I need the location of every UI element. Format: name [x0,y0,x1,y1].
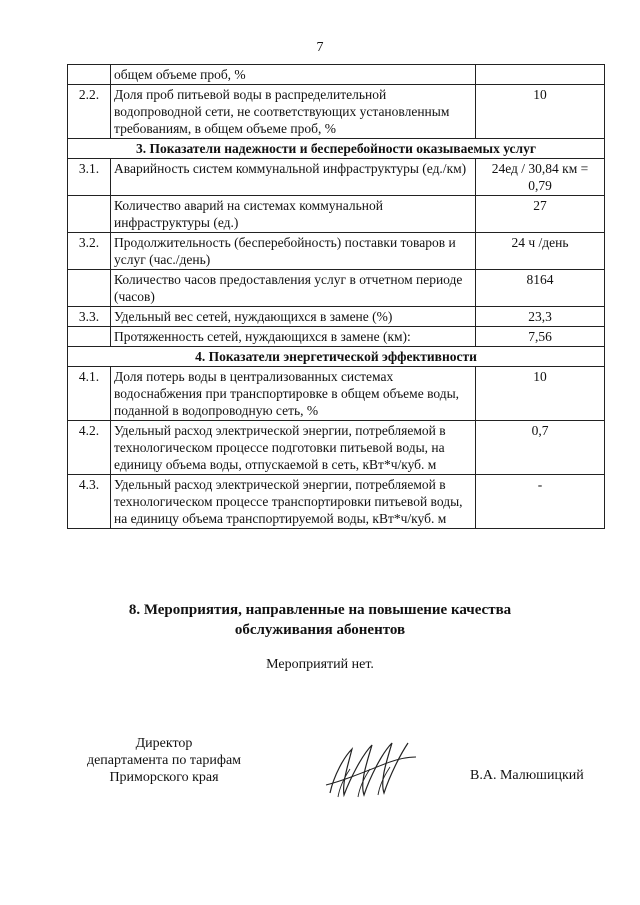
signatory-title-line2: департамента по тарифам [86,753,242,768]
table-section-heading [68,347,605,367]
row-value: 7,56 [476,327,605,347]
row-description: Удельный расход электрической энергии, потребляемой в технологическом процессе транспортировки питьевой воды, на единицу объема транспортируемой воды, кВт*ч/куб. м [111,475,476,529]
no-measures-text: Мероприятий нет. [266,657,374,672]
row-value: 8164 [476,270,605,307]
signatory-title-line1: Директор [135,736,193,751]
table-row [68,65,605,85]
row-number: 4.3. [68,475,111,529]
signature-stroke-main [330,743,408,795]
row-description: общем объеме проб, % [111,65,476,85]
row-value [476,65,605,85]
row-description: Количество аварий на системах коммунальной инфраструктуры (ед.) [111,196,476,233]
row-value: 10 [476,367,605,421]
indicators-table-body [68,65,605,529]
table-row [68,421,605,475]
row-number [68,65,111,85]
signatory-title [58,735,270,786]
table-row [68,327,605,347]
row-value: 24ед / 30,84 км = 0,79 [476,159,605,196]
indicators-table [67,64,605,529]
section-heading-text: 4. Показатели энергетической эффективности [68,347,605,367]
row-value: 27 [476,196,605,233]
row-number: 3.2. [68,233,111,270]
row-description: Доля проб питьевой воды в распределительной водопроводной сети, не соответствующих установленным требованиям, в общем объеме проб, % [111,85,476,139]
row-description: Удельный вес сетей, нуждающихся в замене (%) [111,307,476,327]
row-value: 24 ч /день [476,233,605,270]
section-8-heading-line2: обслуживания абонентов [234,622,406,638]
row-number: 4.2. [68,421,111,475]
row-number [68,327,111,347]
signatory-title-line3: Приморского края [109,770,219,785]
table-row [68,367,605,421]
row-number: 4.1. [68,367,111,421]
row-number: 2.2. [68,85,111,139]
table-row [68,233,605,270]
section-8-heading-line1: 8. Мероприятия, направленные на повышение качества [128,602,512,618]
row-value: 0,7 [476,421,605,475]
table-row [68,196,605,233]
row-number [68,196,111,233]
signatory-name: В.А. Малюшицкий [470,768,584,783]
row-number: 3.3. [68,307,111,327]
row-description: Удельный расход электрической энергии, потребляемой в технологическом процессе подготовки питьевой воды, на единицу объема воды, отпускаемой в сеть, кВт*ч/куб. м [111,421,476,475]
row-description: Продолжительность (бесперебойность) поставки товаров и услуг (час./день) [111,233,476,270]
table-row [68,270,605,307]
section-heading-text: 3. Показатели надежности и бесперебойности оказываемых услуг [68,139,605,159]
row-number: 3.1. [68,159,111,196]
page-number: 7 [316,40,324,55]
handwritten-signature [322,735,422,805]
row-description: Аварийность систем коммунальной инфраструктуры (ед./км) [111,159,476,196]
row-value: 10 [476,85,605,139]
row-description: Протяженность сетей, нуждающихся в замене (км): [111,327,476,347]
row-description: Доля потерь воды в централизованных системах водоснабжения при транспортировке в общем объеме воды, поданной в водопроводную сеть, % [111,367,476,421]
row-number [68,270,111,307]
table-row [68,475,605,529]
signature-stroke-cross [326,757,416,785]
table-row [68,85,605,139]
table-row [68,307,605,327]
row-value: - [476,475,605,529]
table-row [68,159,605,196]
section-8-heading [0,600,640,640]
table-section-heading [68,139,605,159]
row-description: Количество часов предоставления услуг в отчетном периоде (часов) [111,270,476,307]
row-value: 23,3 [476,307,605,327]
